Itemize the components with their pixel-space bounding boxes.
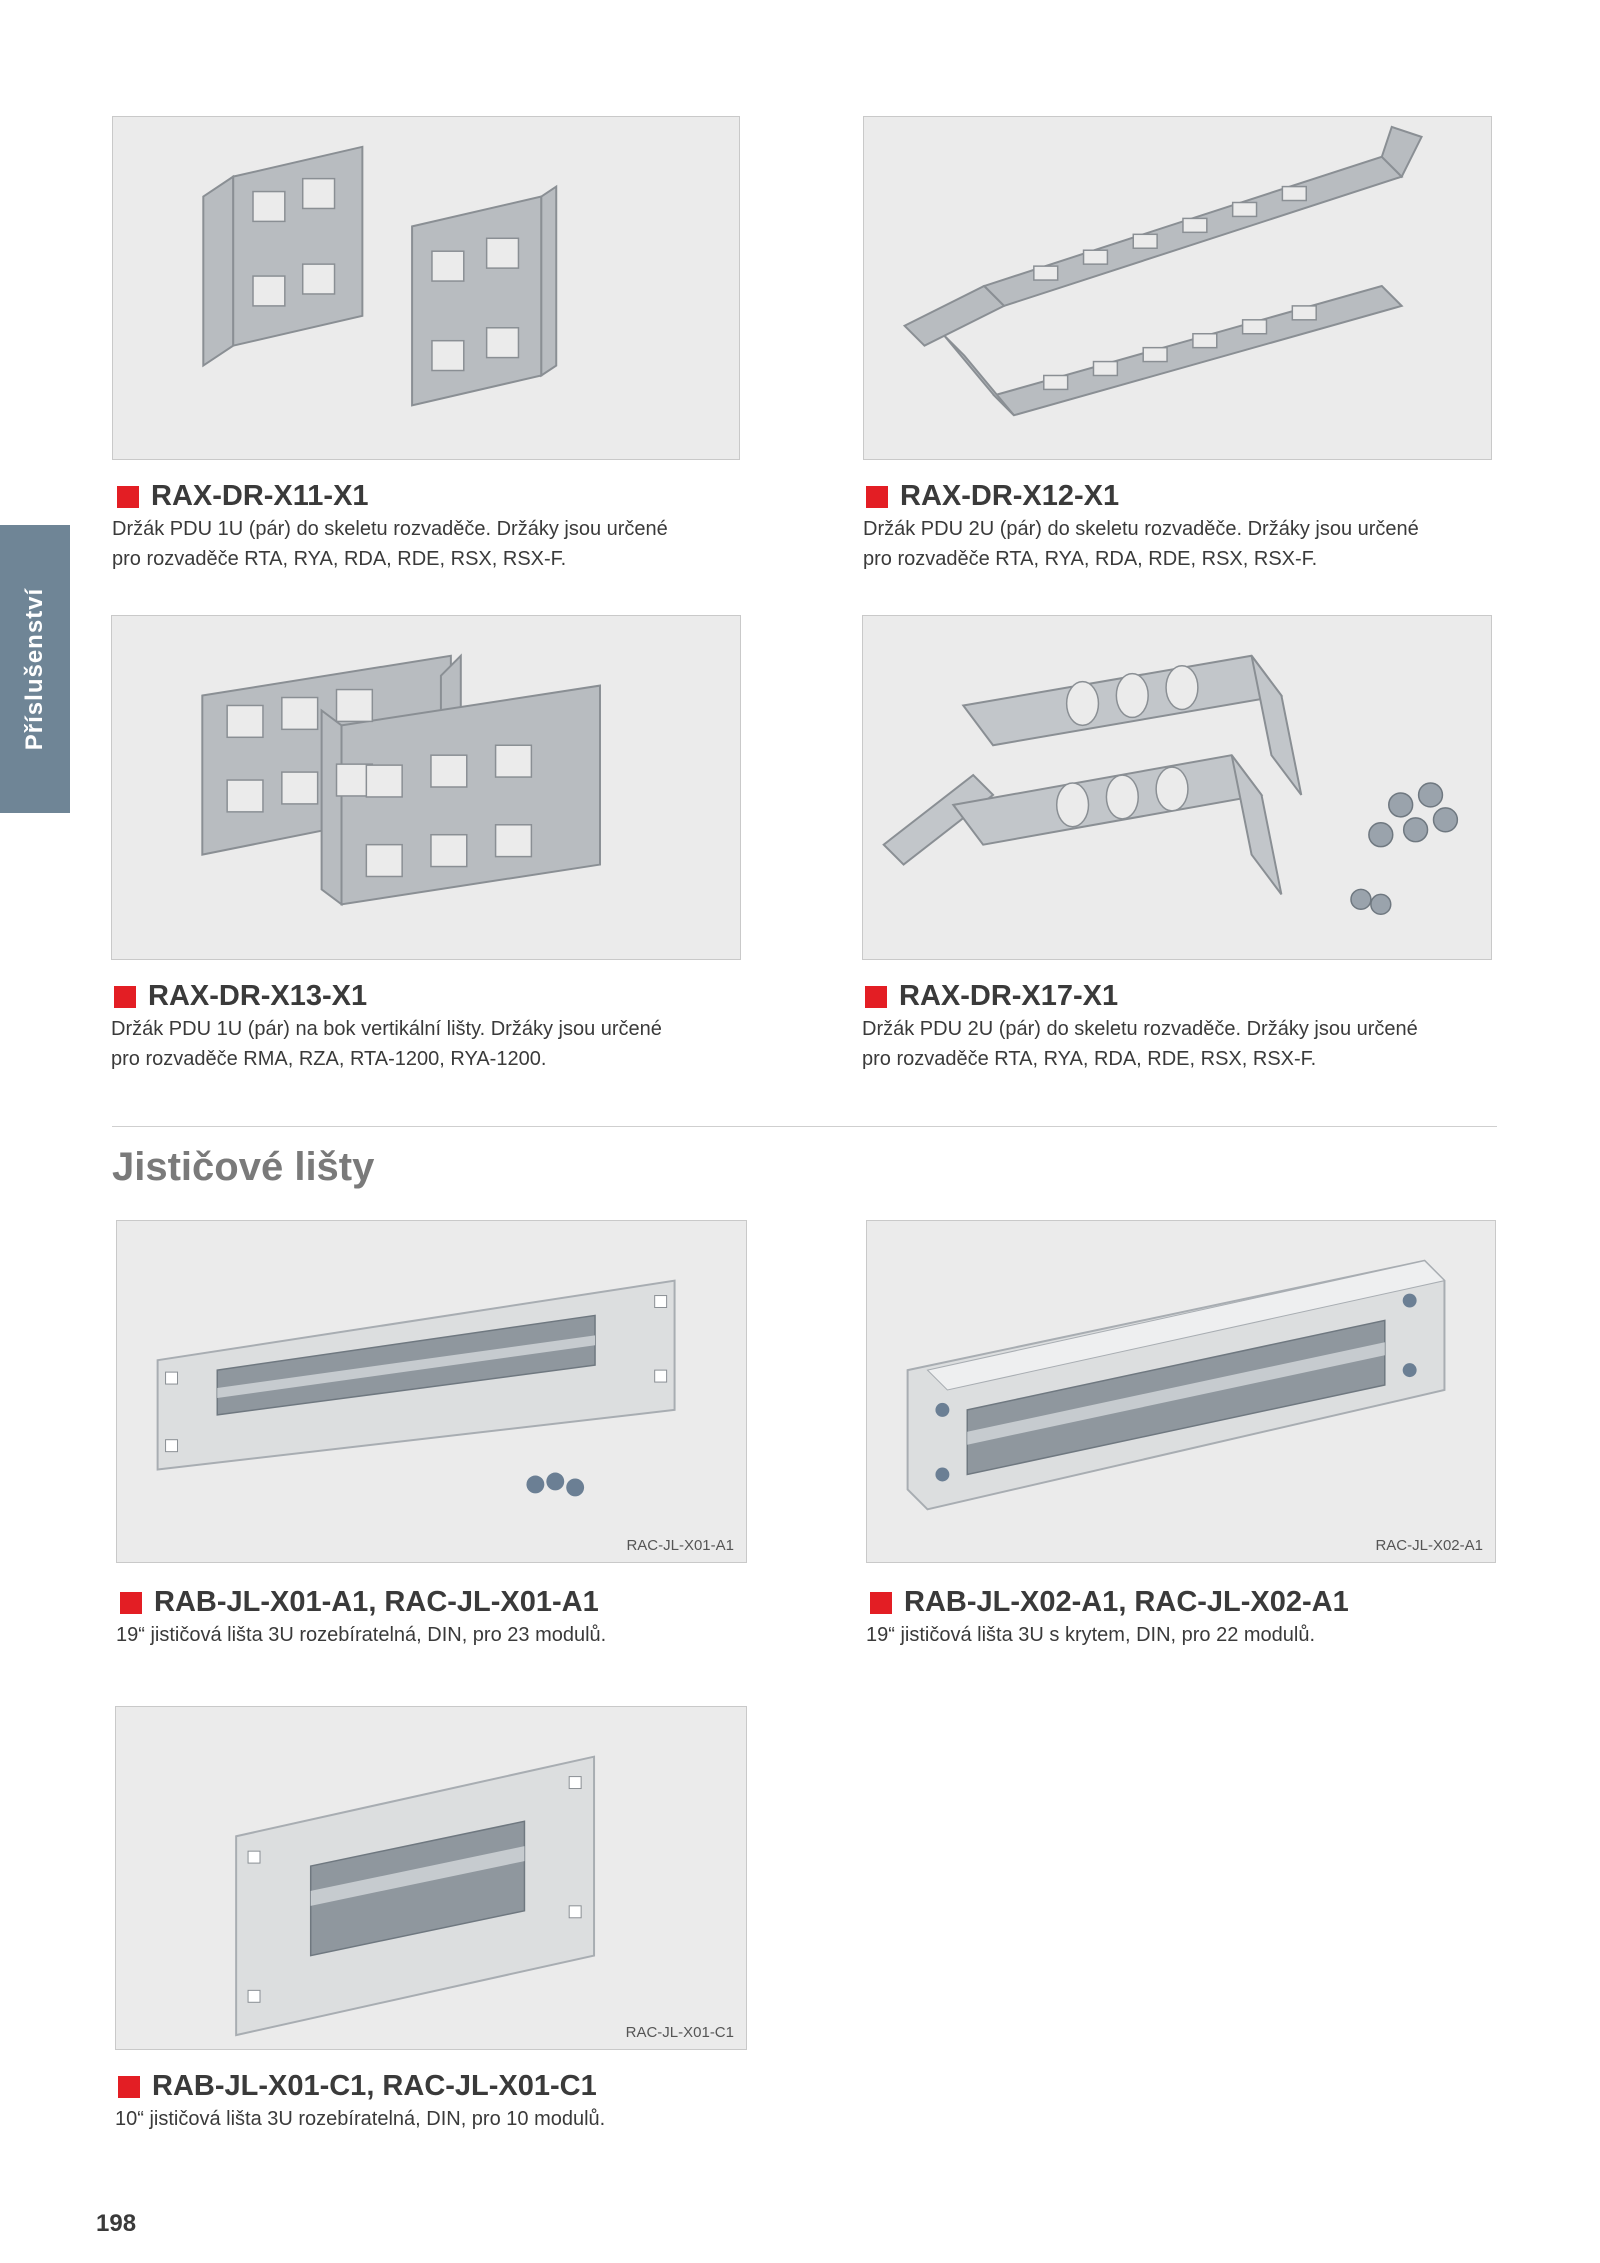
section-heading: Jističové lišty bbox=[112, 1145, 375, 1189]
section-divider bbox=[112, 1126, 1497, 1127]
bracket-pair-illustration bbox=[113, 117, 739, 459]
side-tab-label: Příslušenství bbox=[21, 587, 48, 751]
product-photo-rac-jl-x01-a1 bbox=[116, 1220, 747, 1563]
product-photo-rax-dr-x12 bbox=[863, 116, 1492, 460]
product-title: RAB-JL-X02-A1, RAC-JL-X02-A1 bbox=[870, 1586, 1349, 1619]
red-square-bullet bbox=[870, 1592, 892, 1614]
photo-label: RAC-JL-X02-A1 bbox=[1375, 1537, 1483, 1554]
product-description: Držák PDU 2U (pár) do skeletu rozvaděče. Držáky jsou určené pro rozvaděče RTA, RYA, RDA, RDE, RSX, RSX-F. bbox=[863, 518, 1419, 570]
red-square-bullet bbox=[114, 986, 136, 1008]
product-title: RAB-JL-X01-A1, RAC-JL-X01-A1 bbox=[120, 1586, 599, 1619]
red-square-bullet bbox=[865, 986, 887, 1008]
red-square-bullet bbox=[117, 486, 139, 508]
photo-label: RAC-JL-X01-C1 bbox=[625, 2024, 734, 2041]
product-photo-rax-dr-x13 bbox=[111, 615, 741, 960]
product-description: 19“ jističová lišta 3U s krytem, DIN, pro 22 modulů. bbox=[866, 1624, 1316, 1646]
product-description: Držák PDU 1U (pár) do skeletu rozvaděče. Držáky jsou určené pro rozvaděče RTA, RYA, RDA, RDE, RSX, RSX-F. bbox=[112, 518, 668, 570]
product-photo-rac-jl-x02-a1 bbox=[866, 1220, 1496, 1563]
product-photo-rax-dr-x11 bbox=[112, 116, 740, 460]
din-rail-panel-with-cover-illustration bbox=[867, 1221, 1495, 1562]
product-photo-rax-dr-x17 bbox=[862, 615, 1492, 960]
bracket-strip-illustration bbox=[864, 117, 1491, 459]
bracket-pair-illustration bbox=[112, 616, 740, 959]
product-description: 10“ jističová lišta 3U rozebíratelná, DIN, pro 10 modulů. bbox=[115, 2108, 606, 2130]
red-square-bullet bbox=[866, 486, 888, 508]
product-title: RAB-JL-X01-C1, RAC-JL-X01-C1 bbox=[118, 2070, 597, 2103]
product-photo-rac-jl-x01-c1 bbox=[115, 1706, 747, 2050]
product-title: RAX-DR-X12-X1 bbox=[866, 480, 1119, 513]
page-number: 198 bbox=[96, 2210, 137, 2237]
product-title: RAX-DR-X17-X1 bbox=[865, 980, 1118, 1013]
product-title: RAX-DR-X13-X1 bbox=[114, 980, 367, 1013]
din-rail-panel-illustration bbox=[117, 1221, 746, 1562]
product-description: 19“ jističová lišta 3U rozebíratelná, DIN, pro 23 modulů. bbox=[116, 1624, 607, 1646]
product-description: Držák PDU 2U (pár) do skeletu rozvaděče. Držáky jsou určené pro rozvaděče RTA, RYA, RDA, RDE, RSX, RSX-F. bbox=[862, 1018, 1418, 1070]
product-description: Držák PDU 1U (pár) na bok vertikální lišty. Držáky jsou určené pro rozvaděče RMA, RZA, RTA-1200, RYA-1200. bbox=[111, 1018, 662, 1070]
din-rail-10-inch-panel-illustration bbox=[116, 1707, 746, 2049]
side-tab bbox=[0, 525, 70, 813]
red-square-bullet bbox=[120, 1592, 142, 1614]
photo-label: RAC-JL-X01-A1 bbox=[626, 1537, 734, 1554]
red-square-bullet bbox=[118, 2076, 140, 2098]
product-title: RAX-DR-X11-X1 bbox=[117, 480, 369, 513]
bracket-with-screws-illustration bbox=[863, 616, 1491, 959]
